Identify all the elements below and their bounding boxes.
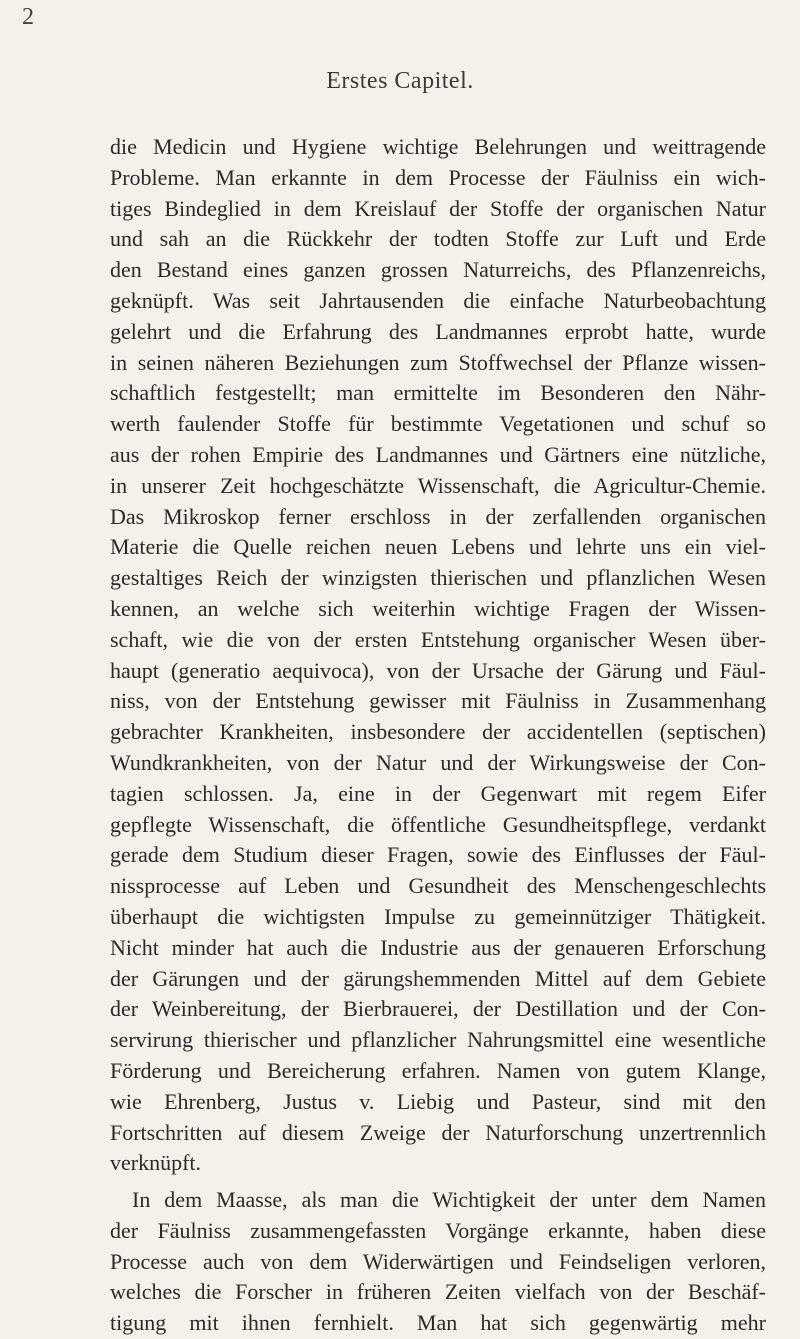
- text-line: In dem Maasse, als man die Wichtigkeit der unter dem Namen: [132, 1187, 766, 1213]
- text-line: kennen, an welche sich weiterhin wichtige Fragen der Wissen-: [110, 595, 766, 621]
- text-line: schaft, wie die von der ersten Entstehung organischer Wesen über-: [110, 626, 766, 652]
- text-line: welches die Forscher in früheren Zeiten vielfach von der Beschäf-: [110, 1279, 766, 1305]
- text-line: der Weinbereitung, der Bierbrauerei, der Destillation und der Con-: [110, 996, 766, 1022]
- running-head: Erstes Capitel.: [326, 68, 474, 94]
- text-line: schaftlich festgestellt; man ermittelte im Besonderen den Nähr-: [110, 380, 766, 406]
- body-text: [110, 132, 766, 1339]
- text-line: Materie die Quelle reichen neuen Lebens und lehrte uns ein viel-: [110, 534, 766, 560]
- text-line: gerade dem Studium dieser Fragen, sowie des Einflusses der Fäul-: [110, 842, 766, 868]
- text-line: werth faulender Stoffe für bestimmte Vegetationen und schuf so: [110, 411, 766, 437]
- paragraph: [110, 132, 766, 1179]
- text-line: aus der rohen Empirie des Landmannes und Gärtners eine nützliche,: [110, 441, 766, 467]
- text-line: servirung thierischer und pflanzlicher Nahrungsmittel eine wesentliche: [110, 1027, 766, 1053]
- text-line: gebrachter Krankheiten, insbesondere der accidentellen (septischen): [110, 719, 766, 745]
- text-line: Fortschritten auf diesem Zweige der Naturforschung unzertrennlich: [110, 1119, 766, 1145]
- text-line: die Medicin und Hygiene wichtige Belehrungen und weittragende: [110, 134, 766, 159]
- text-line: Wundkrankheiten, von der Natur und der Wirkungsweise der Con-: [110, 749, 766, 775]
- text-line: verknüpft.: [110, 1150, 202, 1176]
- text-line: Processe auch von dem Widerwärtigen und Feindseligen verloren,: [110, 1248, 766, 1274]
- text-line: Förderung und Bereicherung erfahren. Namen von gutem Klange,: [110, 1057, 766, 1083]
- text-line: tagien schlossen. Ja, eine in der Gegenwart mit regem Eifer: [110, 780, 766, 806]
- text-line: Das Mikroskop ferner erschloss in der zerfallenden organischen: [110, 503, 766, 529]
- text-line: der Fäulniss zusammengefassten Vorgänge erkannte, haben diese: [110, 1217, 766, 1243]
- text-line: überhaupt die wichtigsten Impulse zu gemeinnütziger Thätigkeit.: [110, 903, 766, 929]
- text-line: Probleme. Man erkannte in dem Processe der Fäulniss ein wich-: [110, 164, 766, 190]
- text-line: der Gärungen und der gärungshemmenden Mittel auf dem Gebiete: [110, 965, 766, 991]
- text-line: gelehrt und die Erfahrung des Landmannes erprobt hatte, wurde: [110, 318, 766, 344]
- text-line: in seinen näheren Beziehungen zum Stoffwechsel der Pflanze wissen-: [110, 349, 766, 375]
- text-line: nissprocesse auf Leben und Gesundheit des Menschengeschlechts: [110, 873, 766, 899]
- text-line: wie Ehrenberg, Justus v. Liebig und Pasteur, sind mit den: [110, 1088, 766, 1114]
- text-line: in unserer Zeit hochgeschätzte Wissenschaft, die Agricultur-Chemie.: [110, 472, 766, 498]
- paragraph: [110, 1185, 766, 1339]
- text-line: geknüpft. Was seit Jahrtausenden die einfache Naturbeobachtung: [110, 287, 766, 313]
- text-line: gestaltiges Reich der winzigsten thierischen und pflanzlichen Wesen: [110, 565, 766, 591]
- text-line: den Bestand eines ganzen grossen Naturreichs, des Pflanzenreichs,: [110, 257, 766, 283]
- text-line: und sah an die Rückkehr der todten Stoffe zur Luft und Erde: [110, 226, 766, 252]
- text-line: Nicht minder hat auch die Industrie aus der genaueren Erforschung: [110, 934, 766, 960]
- text-line: haupt (generatio aequivoca), von der Ursache der Gärung und Fäul-: [110, 657, 766, 683]
- text-line: tiges Bindeglied in dem Kreislauf der Stoffe der organischen Natur: [110, 195, 766, 221]
- text-line: gepflegte Wissenschaft, die öffentliche Gesundheitspflege, verdankt: [110, 811, 766, 837]
- text-line: tigung mit ihnen fernhielt. Man hat sich gegenwärtig mehr: [110, 1310, 766, 1336]
- page-number: 2: [22, 4, 34, 30]
- text-line: niss, von der Entstehung gewisser mit Fäulniss in Zusammenhang: [110, 688, 766, 714]
